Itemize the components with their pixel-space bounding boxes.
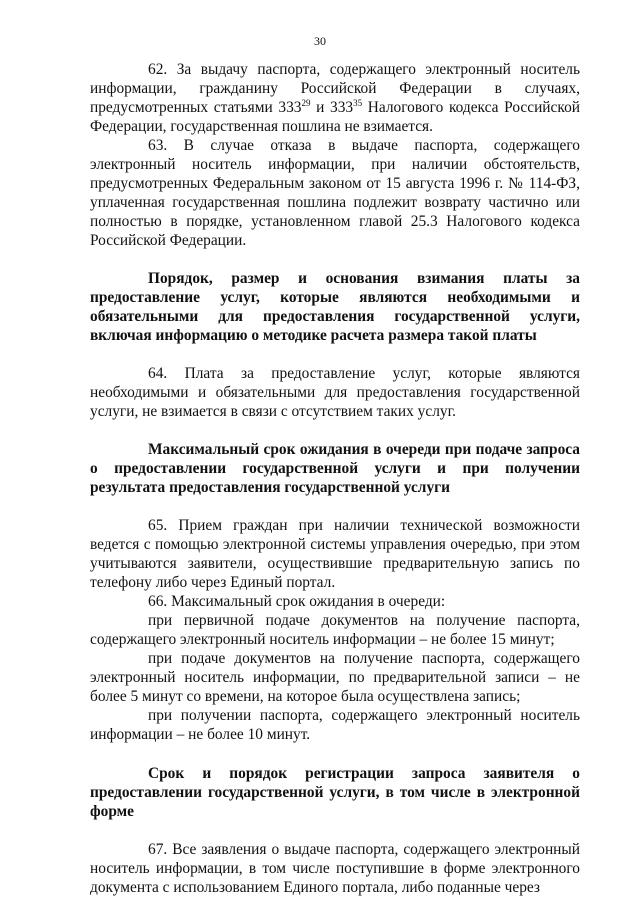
section-heading-registration: Срок и порядок регистрации запроса заявителя о предоставлении государственной услуги, в том числе в электронной форме — [90, 765, 580, 820]
paragraph-66: 66. Максимальный срок ожидания в очереди: — [148, 593, 446, 610]
article-superscript-29: 29 — [301, 98, 311, 108]
paragraph-62 — [90, 60, 580, 136]
article-superscript-35: 35 — [353, 98, 363, 108]
section-heading-fee: Порядок, размер и основания взимания платы за предоставление услуг, которые являются необходимыми и обязательными для предоставления государственной услуги, включая информацию о методике расчета размера такой платы — [90, 270, 580, 344]
paragraph-66-item-2: при подаче документов на получение паспорта, содержащего электронный носитель информации, по предварительной записи – не более 5 минут со времени, на которое была осуществлена запись; — [90, 650, 580, 705]
paragraph-62-text-c: Налогового кодекса Российской Федерации, государственная пошлина не взимается. — [90, 99, 580, 135]
section-heading-queue: Максимальный срок ожидания в очереди при подаче запроса о предоставлении государственной услуги и при получении результата предоставления государственной услуги — [90, 441, 580, 496]
paragraph-63: 63. В случае отказа в выдаче паспорта, содержащего электронный носитель информации, при наличии обстоятельств, предусмотренных Федеральным законом от 15 августа 1996 г. № 114-ФЗ, уплаченная государственная пошлина подлежит возврату частично или полностью в порядке, установленном главой 25.3 Налогового кодекса Российской Федерации. — [90, 137, 580, 249]
paragraph-64: 64. Плата за предоставление услуг, которые являются необходимыми и обязательными для предоставления государственной услуги, не взимается в связи с отсутствием таких услуг. — [90, 365, 580, 420]
paragraph-62-text-b: и 333 — [310, 99, 354, 116]
paragraph-66-item-3: при получении паспорта, содержащего электронный носитель информации – не более 10 минут. — [90, 707, 580, 743]
page-number: 30 — [314, 34, 326, 48]
document-body — [90, 60, 580, 897]
paragraph-66-item-1: при первичной подаче документов на получение паспорта, содержащего электронный носитель информации – не более 15 минут; — [90, 612, 580, 648]
paragraph-67: 67. Все заявления о выдаче паспорта, содержащего электронный носитель информации, в том числе поступившие в форме электронного документа с использованием Единого портала, либо поданные через — [90, 841, 580, 896]
paragraph-62-text-a: 62. За выдачу паспорта, содержащего электронный носитель информации, гражданину Российской Федерации в случаях, предусмотренных статьями 333 — [90, 61, 580, 116]
paragraph-65: 65. Прием граждан при наличии технической возможности ведется с помощью электронной системы управления очередью, при этом учитываются заявители, осуществившие предварительную запись по телефону либо через Единый портал. — [90, 517, 580, 591]
